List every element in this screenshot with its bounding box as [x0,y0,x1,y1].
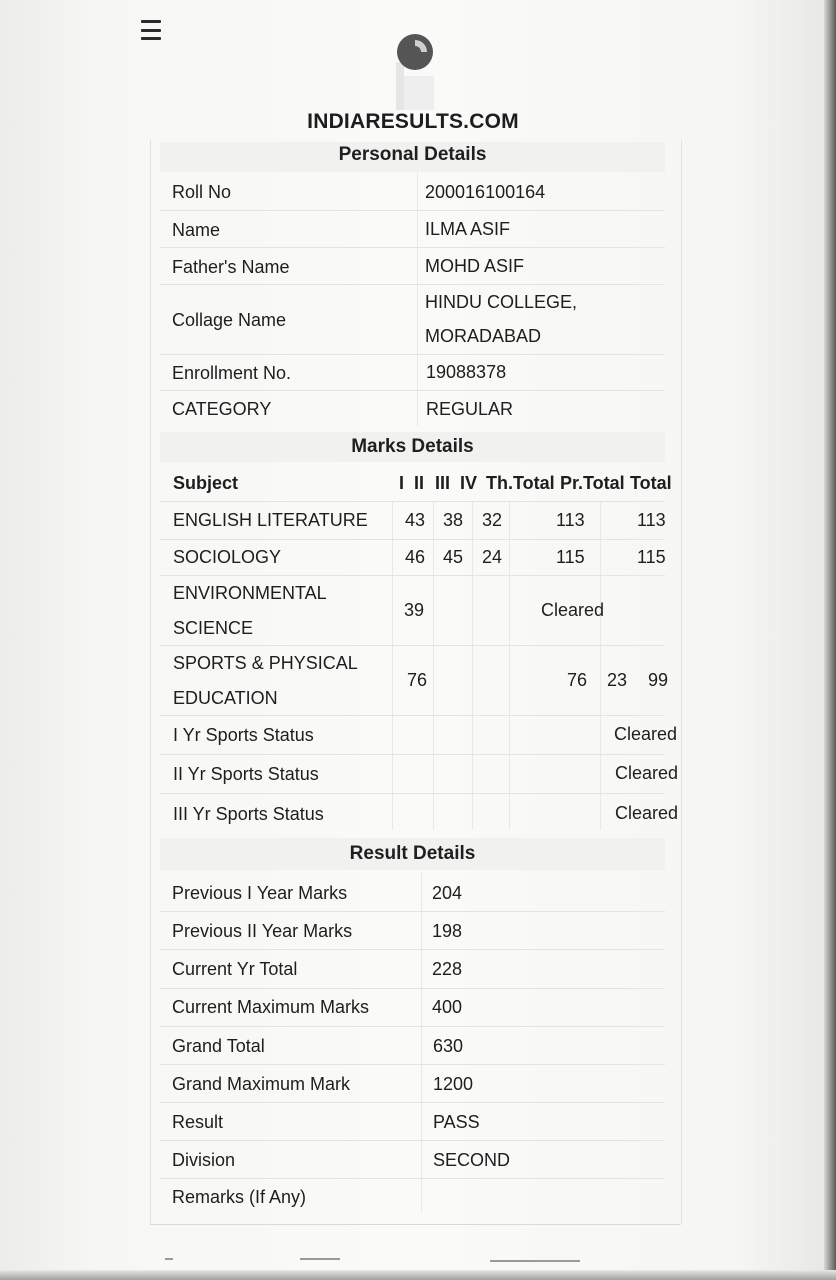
row-divider [160,949,665,950]
row-divider [160,645,665,646]
enrollment-no-value: 19088378 [426,362,507,382]
sports-paper-1: 76 [407,670,428,690]
grand-total-label: Grand Total [172,1036,265,1056]
current-maximum-marks-label: Current Maximum Marks [172,997,370,1017]
environmental-paper-1: 39 [404,600,425,620]
sociology-paper-1: 46 [405,547,426,567]
fathers-name-label: Father's Name [172,257,290,277]
fathers-name-value: MOHD ASIF [425,256,525,276]
hamburger-menu-icon[interactable] [141,20,161,40]
row-divider [160,1064,665,1065]
row-divider [160,501,665,502]
marks-column-divider [472,502,473,830]
row-divider [160,988,665,989]
practical-total-header: Pr.Total [560,473,625,493]
row-divider [160,1140,665,1141]
result-value: PASS [433,1112,480,1132]
grand-maximum-mark-label: Grand Maximum Mark [172,1074,351,1094]
theory-total-header: Th.Total [486,473,555,493]
division-label: Division [172,1150,236,1170]
subject-environmental-line1: ENVIRONMENTAL [173,583,327,603]
name-label: Name [172,220,221,240]
row-divider [160,247,665,248]
subject-header: Subject [173,473,239,493]
row-divider [160,1102,665,1103]
row-divider [160,210,665,211]
subject-sports-line1: SPORTS & PHYSICAL [173,653,358,673]
english-paper-1: 43 [405,510,426,530]
sports-total: 99 [648,670,669,690]
result-label: Result [172,1112,224,1132]
paper-4-header: IV [460,473,478,493]
second-year-sports-status-label: II Yr Sports Status [173,764,319,784]
row-divider [160,911,665,912]
sociology-paper-3: 24 [482,547,503,567]
row-divider [160,715,665,716]
name-value: ILMA ASIF [425,219,511,239]
paper-1-header: I [399,473,405,493]
subject-sociology: SOCIOLOGY [173,547,282,567]
previous-second-year-marks-value: 198 [432,921,463,941]
result-details-heading: Result Details [160,838,665,870]
sociology-theory-total: 115 [556,547,585,567]
current-maximum-marks-value: 400 [432,997,463,1017]
sports-theory-total: 76 [567,670,588,690]
enrollment-no-label: Enrollment No. [172,363,292,383]
indiaresults-logo-icon [394,32,436,112]
footer-artifact [165,1258,173,1260]
card-bottom-border [150,1224,680,1225]
row-divider [160,1026,665,1027]
grand-maximum-mark-value: 1200 [433,1074,474,1094]
row-divider [160,354,665,355]
row-divider [160,1178,665,1179]
roll-no-label: Roll No [172,182,232,202]
english-paper-2: 38 [443,510,464,530]
row-divider [160,793,665,794]
category-label: CATEGORY [172,399,272,419]
footer-artifact [490,1260,580,1262]
footer-artifact [300,1258,340,1260]
marks-column-divider [433,502,434,830]
subject-english-literature: ENGLISH LITERATURE [173,510,368,530]
marks-column-divider [600,502,601,830]
environmental-status: Cleared [541,600,605,620]
previous-first-year-marks-value: 204 [432,883,463,903]
division-value: SECOND [433,1150,511,1170]
first-year-sports-status-label: I Yr Sports Status [173,725,314,745]
grand-total-value: 630 [433,1036,464,1056]
sociology-total: 115 [637,547,666,567]
subject-environmental-line2: SCIENCE [173,618,254,638]
category-value: REGULAR [426,399,514,419]
marks-column-divider [392,502,393,830]
english-paper-3: 32 [482,510,503,530]
english-theory-total: 113 [556,510,585,530]
third-year-sports-status-label: III Yr Sports Status [173,804,324,824]
row-divider [160,575,665,576]
third-year-sports-status-value: Cleared [615,803,679,823]
subject-sports-line2: EDUCATION [173,688,278,708]
roll-no-value: 200016100164 [425,182,546,202]
paper-3-header: III [435,473,451,493]
current-year-total-label: Current Yr Total [172,959,298,979]
marks-column-divider [509,502,510,830]
paper-2-header: II [414,473,425,493]
brand-name[interactable]: INDIARESULTS.COM [307,110,519,133]
personal-details-heading: Personal Details [160,142,665,172]
sports-practical-total: 23 [607,670,628,690]
total-header: Total [630,473,672,493]
page-bottom-shadow [0,1270,836,1280]
row-divider [160,539,665,540]
college-name-value-line1: HINDU COLLEGE, [425,292,578,312]
previous-first-year-marks-label: Previous I Year Marks [172,883,348,903]
college-name-label: Collage Name [172,310,287,330]
first-year-sports-status-value: Cleared [614,724,678,744]
sociology-paper-2: 45 [443,547,464,567]
second-year-sports-status-value: Cleared [615,763,679,783]
row-divider [160,754,665,755]
previous-second-year-marks-label: Previous II Year Marks [172,921,353,941]
result-column-divider [421,872,422,1212]
current-year-total-value: 228 [432,959,463,979]
row-divider [160,390,665,391]
remarks-label: Remarks (If Any) [172,1187,307,1207]
english-total: 113 [637,510,666,530]
row-divider [160,284,665,285]
college-name-value-line2: MORADABAD [425,326,542,346]
page-edge-shadow [824,0,836,1280]
marks-details-heading: Marks Details [160,432,665,462]
